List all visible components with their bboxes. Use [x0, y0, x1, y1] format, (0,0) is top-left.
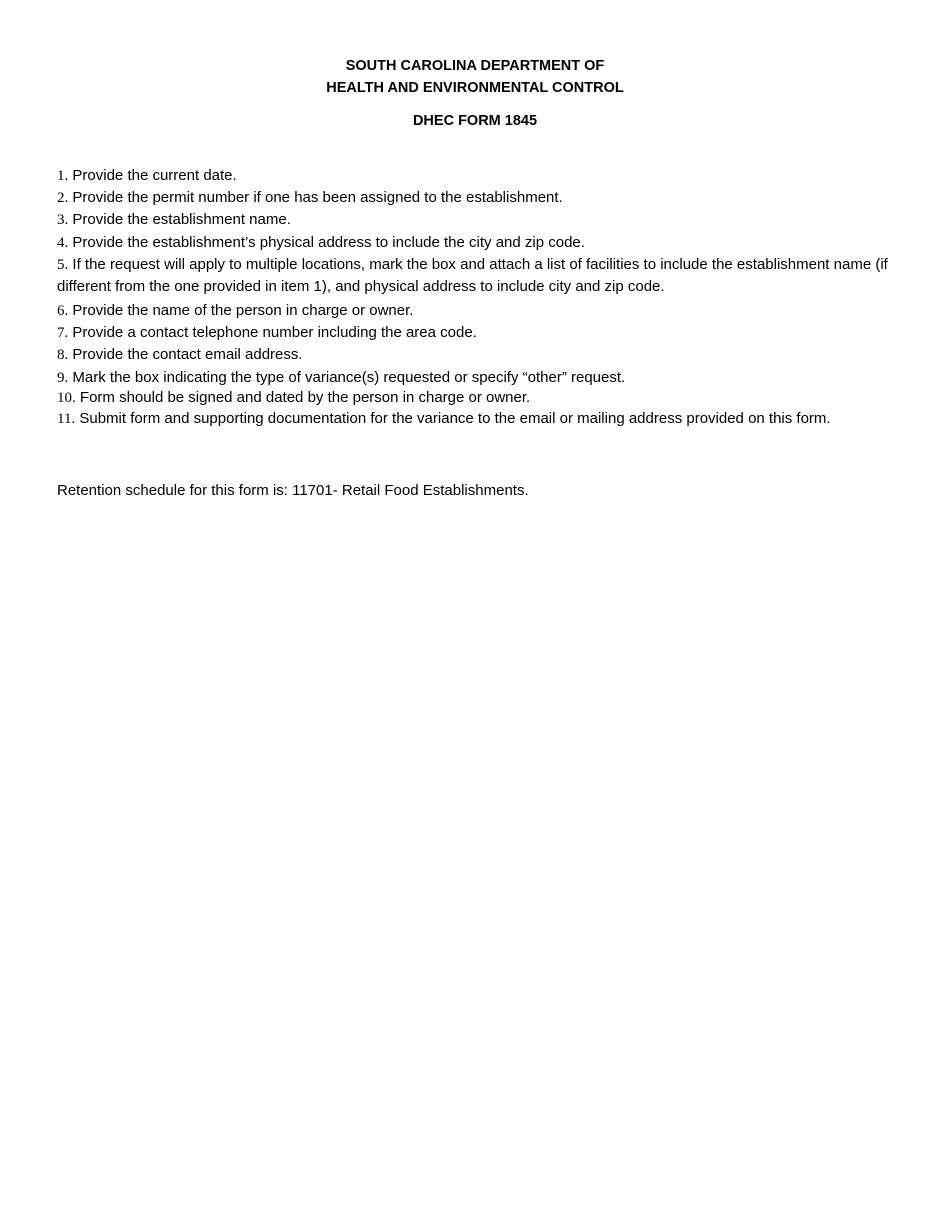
instruction-text: Provide a contact telephone number including the area code.	[68, 324, 477, 341]
instruction-item	[57, 409, 897, 429]
instruction-item	[57, 388, 530, 408]
instruction-item	[57, 368, 625, 388]
instruction-item	[57, 301, 413, 321]
instruction-item	[57, 345, 303, 365]
instruction-text: Provide the establishment name.	[68, 211, 291, 228]
instruction-number: 11.	[57, 411, 76, 427]
instruction-text: If the request will apply to multiple locations, mark the box and attach a list of facilities to include the establishment name (if different from the one provided in item 1), and physical address to include city and zip code.	[57, 256, 888, 295]
instruction-number: 7.	[57, 325, 69, 341]
instruction-text: Provide the name of the person in charge or owner.	[68, 302, 414, 319]
instruction-item	[57, 210, 291, 230]
instruction-text: Submit form and supporting documentation for the variance to the email or mailing address provided on this form.	[75, 410, 831, 427]
instruction-item	[57, 188, 563, 208]
form-title: DHEC FORM 1845	[412, 113, 538, 129]
agency-name-line-1: SOUTH CAROLINA DEPARTMENT OF	[345, 58, 605, 74]
instruction-item	[57, 166, 237, 186]
instruction-item	[57, 233, 585, 253]
instruction-number: 6.	[57, 303, 69, 319]
instruction-text: Form should be signed and dated by the person in charge or owner.	[75, 389, 531, 406]
instruction-item	[57, 323, 477, 343]
instruction-number: 1.	[57, 168, 69, 184]
instruction-number: 8.	[57, 347, 69, 363]
instruction-number: 2.	[57, 190, 69, 206]
instruction-number: 9.	[57, 370, 69, 386]
instruction-text: Provide the establishment’s physical address to include the city and zip code.	[68, 234, 585, 251]
instruction-number: 4.	[57, 235, 69, 251]
instruction-number: 10.	[57, 390, 76, 406]
agency-name-line-2: HEALTH AND ENVIRONMENTAL CONTROL	[326, 80, 624, 96]
retention-schedule-note: Retention schedule for this form is: 11701- Retail Food Establishments.	[57, 482, 529, 499]
instruction-text: Provide the current date.	[68, 167, 237, 184]
instruction-text: Provide the contact email address.	[68, 346, 303, 363]
instruction-text: Provide the permit number if one has been assigned to the establishment.	[68, 189, 563, 206]
instruction-text: Mark the box indicating the type of variance(s) requested or specify “other” request.	[68, 369, 626, 386]
instruction-item	[57, 254, 897, 298]
instruction-number: 5.	[57, 257, 69, 273]
instruction-number: 3.	[57, 212, 69, 228]
